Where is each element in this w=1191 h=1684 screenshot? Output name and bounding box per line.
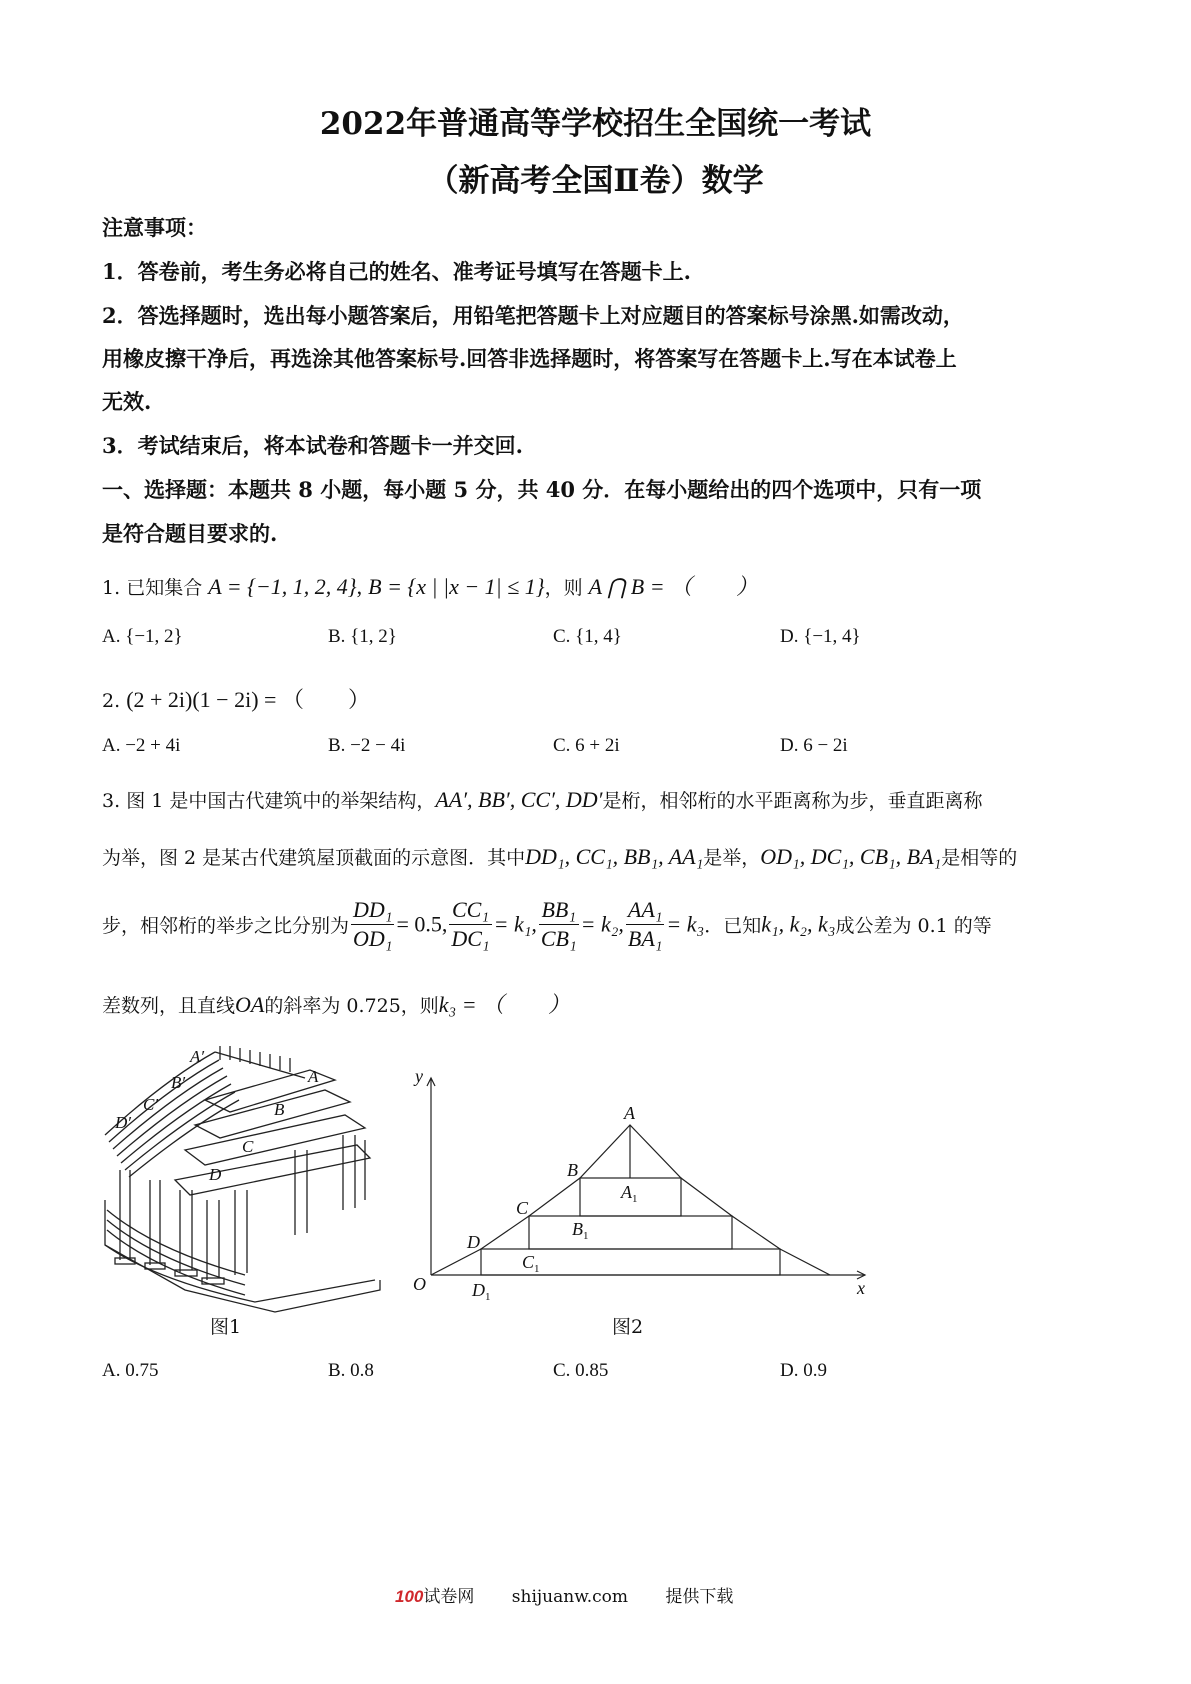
question-2 [102,683,370,714]
q3-l2-b: DD₁, CC₁, BB₁, AA₁ [525,844,704,869]
fig1-label-d: D [209,1165,222,1184]
fig1-label-c-prime: C′ [143,1095,159,1114]
figure-1-roof-structure [95,1040,385,1320]
exam-subtitle: （新高考全国Ⅱ卷）数学 [427,163,764,199]
figure-2-roof-section [405,1058,880,1308]
figure-2-caption: 图2 [612,1316,644,1338]
frac1-den: OD₁ [353,926,393,951]
q3-l3-d: 成公差为 0.1 的等 [835,915,992,937]
q3-l4-d: k₃ = （ ） [438,992,571,1017]
footer-logo: 100 [395,1587,424,1606]
frac3-den: CB₁ [540,926,577,951]
q3-l3-c: k₁, k₂, k₃ [761,911,836,937]
fig1-label-b: B [274,1100,285,1119]
frac3-num: BB₁ [539,896,579,925]
footer-domain[interactable]: shijuanw.com [511,1587,629,1607]
notice-item-2-line1: 2．答选择题时，选出每小题答案后，用铅笔把答题卡上对应题目的答案标号涂黑.如需改动， [102,303,964,328]
notice-item-2-line2: 用橡皮擦干净后，再选涂其他答案标号.回答非选择题时，将答案写在答题卡上.写在本试卷上 [102,346,957,371]
q3-val-1: = 0.5, [396,911,448,937]
q2-number: 2. [102,690,121,712]
footer-site-name: 试卷网 [423,1587,475,1607]
frac4-num: AA₁ [626,896,665,925]
q3-line-3 [102,896,992,960]
q3-option-b: B. 0.8 [328,1360,374,1381]
q1-ask: A ⋂ B = （ ） [588,574,759,599]
q3-l1-b: AA′, BB′, CC′, DD′ [435,787,603,812]
q3-option-c: C. 0.85 [553,1360,609,1381]
q3-l4-c: 的斜率为 0.725，则 [264,995,439,1017]
q3-l3-a: 步，相邻桁的举步之比分别为 [102,915,350,937]
fig2-label-c1: $C_1$ [522,1252,540,1275]
figure-1-caption: 图1 [210,1316,242,1338]
q3-val-4: = k₃ [666,911,705,937]
footer-download: 提供下载 [665,1587,734,1607]
q3-l2-d: OD₁, DC₁, CB₁, BA₁ [760,844,942,869]
q3-l4-a: 差数列，且直线 [102,995,236,1017]
q1-option-d: D. {−1, 4} [780,626,861,647]
fig2-label-y: y [415,1066,423,1086]
q3-line-1 [102,786,983,813]
q1-option-b: B. {1, 2} [328,626,397,647]
fig1-label-c: C [242,1137,254,1156]
q1-suffix: ，则 [544,577,583,599]
q1-option-a: A. {−1, 2} [102,626,183,647]
q3-l2-c: 是举， [703,847,761,869]
q3-val-2: = k₁, [493,911,537,937]
frac2-den: DC₁ [451,926,490,951]
q3-l1-c: 是桁，相邻桁的水平距离称为步，垂直距离称 [602,790,983,812]
fig2-label-a: A [624,1103,635,1123]
q2-option-b: B. −2 − 4i [328,735,406,756]
notice-item-1: 1．答卷前，考生务必将自己的姓名、准考证号填写在答题卡上. [102,259,691,284]
frac1-num: DD₁ [351,896,394,925]
notice-item-2-line3: 无效. [102,389,152,414]
notice-item-3: 3．考试结束后，将本试卷和答题卡一并交回. [102,433,523,458]
q2-option-a: A. −2 + 4i [102,735,181,756]
fig1-label-d-prime: D′ [115,1113,131,1132]
fig2-label-a1: $A_1$ [621,1182,638,1205]
q3-l3-b: ．已知 [704,915,762,937]
q2-option-c: C. 6 + 2i [553,735,620,756]
q3-option-a: A. 0.75 [102,1360,159,1381]
fig2-label-x: x [857,1278,865,1298]
q3-frac-3 [539,896,579,953]
fig2-label-b: B [567,1160,578,1180]
q3-val-3: = k₂, [580,911,624,937]
q3-option-d: D. 0.9 [780,1360,827,1381]
q3-frac-4 [626,896,665,953]
q3-frac-1 [351,896,394,953]
q3-l1-a: 图 1 是中国古代建筑中的举架结构， [126,790,436,812]
q3-l4-b: OA [235,992,265,1017]
q1-prefix: 已知集合 [126,577,203,599]
q3-frac-2 [449,896,491,953]
q3-number: 3. [102,790,121,812]
footer [395,1582,733,1607]
q3-l2-e: 是相等的 [941,847,1018,869]
fig2-label-c: C [516,1198,529,1218]
fig2-label-o: O [413,1274,426,1294]
section1-line1: 一、选择题：本题共 8 小题，每小题 5 分，共 40 分．在每小题给出的四个选项中，只有一项 [102,477,982,502]
fig2-label-b1: $B_1$ [572,1219,589,1242]
q3-l2-a: 为举，图 2 是某古代建筑屋顶截面的示意图．其中 [102,847,526,869]
fig1-label-b-prime: B′ [171,1073,186,1092]
q2-option-d: D. 6 − 2i [780,735,848,756]
q2-expr: (2 + 2i)(1 − 2i) = （ ） [126,687,370,712]
q3-line-2 [102,843,1017,870]
q1-option-c: C. {1, 4} [553,626,622,647]
fig1-label-a-prime: A′ [190,1047,205,1066]
frac4-den: BA₁ [627,926,663,951]
q1-set-b: B = {x | |x − 1| ≤ 1} [368,574,545,599]
question-1: 1. 已知集合 A = {−1, 1, 2, 4}, B = {x | |x − 1| ≤ 1}，则 A ⋂ B = （ ） [102,574,759,599]
q3-line-4 [102,988,570,1019]
section1-line2: 是符合题目要求的. [102,521,278,546]
exam-title: 2022年普通高等学校招生全国统一考试 [319,106,872,142]
fig1-label-a: A [308,1067,319,1086]
q1-number: 1. [102,577,121,599]
fig2-label-d1: $D_1$ [472,1280,491,1303]
fig2-label-d: D [467,1232,480,1252]
notice-heading: 注意事项： [102,215,207,240]
q1-set-a: A = {−1, 1, 2, 4} [208,574,357,599]
frac2-num: CC₁ [449,896,491,925]
